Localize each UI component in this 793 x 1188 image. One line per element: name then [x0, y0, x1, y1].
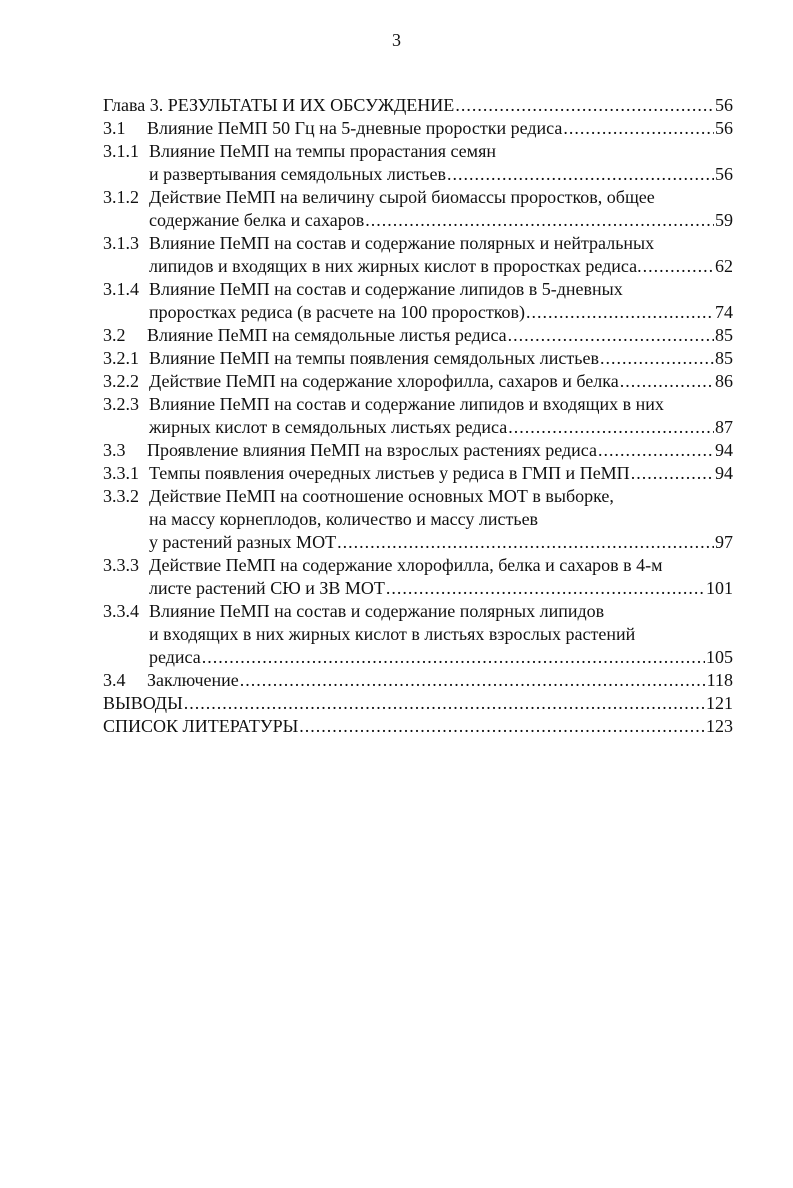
- toc-entry-title: Заключение: [147, 670, 239, 690]
- toc-entry-page: 56: [715, 95, 733, 115]
- toc-entry-page: 123: [706, 716, 733, 736]
- toc-entry-number: 3.3: [103, 440, 126, 460]
- toc-entry-number: 3.3.2: [103, 486, 139, 506]
- dot-leader: [563, 117, 714, 140]
- toc-entry-page: 86: [715, 371, 733, 391]
- dot-leader: [600, 347, 714, 370]
- toc-entry-page: 94: [715, 463, 733, 483]
- toc-entry-number: 3.1.1: [103, 141, 139, 161]
- toc-entry-title: Влияние ПеМП на состав и содержание липидов в 5-дневных: [149, 279, 623, 299]
- dot-leader: [620, 370, 714, 393]
- toc-entry-references: [103, 715, 733, 738]
- dot-leader: [455, 94, 714, 117]
- toc-entry-3-2: [103, 324, 733, 347]
- toc-entry-title: проростках редиса (в расчете на 100 проростков): [149, 302, 526, 322]
- toc-entry-title: содержание белка и сахаров: [149, 210, 365, 230]
- toc-entry-title: Действие ПеМП на содержание хлорофилла, белка и сахаров в 4-м: [149, 555, 663, 575]
- toc-entry-title: и развертывания семядольных листьев: [149, 164, 447, 184]
- toc-entry-number: 3.2: [103, 325, 126, 345]
- toc-entry-title: Проявление влияния ПеМП на взрослых растениях редиса: [147, 440, 597, 460]
- toc-entry-title: Влияние ПеМП на темпы появления семядольных листьев: [149, 348, 599, 368]
- toc-entry-number: 3.1.2: [103, 187, 139, 207]
- toc-entry-title: Действие ПеМП на соотношение основных МОТ в выборке,: [149, 486, 614, 506]
- toc-entry-title: жирных кислот в семядольных листьях редиса: [149, 417, 508, 437]
- dot-leader: [386, 577, 705, 600]
- toc-entry-page: 56: [715, 118, 733, 138]
- toc-entry-title: Действие ПеМП на величину сырой биомассы проростков, общее: [149, 187, 655, 207]
- toc-entry-3-3-2-cont: [103, 508, 733, 531]
- toc-entry-page: 118: [706, 670, 733, 690]
- toc-entry-3-3: [103, 439, 733, 462]
- toc-entry-3-1-3-cont: [103, 255, 733, 278]
- toc-entry-page: 121: [706, 693, 733, 713]
- toc-entry-3-3-4-cont: [103, 623, 733, 646]
- toc-entry-number: 3.1.4: [103, 279, 139, 299]
- toc-entry-number: 3.3.3: [103, 555, 139, 575]
- dot-leader: [202, 646, 705, 669]
- toc-entry-3-1-2: [103, 186, 733, 209]
- toc-entry-page: 105: [706, 647, 733, 667]
- toc-entry-title: Влияние ПеМП на состав и содержание полярных липидов: [149, 601, 605, 621]
- dot-leader: [240, 669, 706, 692]
- toc-entry-title: Глава 3. РЕЗУЛЬТАТЫ И ИХ ОБСУЖДЕНИЕ: [103, 95, 455, 115]
- toc-entry-title: Темпы появления очередных листьев у редиса в ГМП и ПеМП: [149, 463, 630, 483]
- toc-entry-page: 62: [715, 256, 733, 276]
- toc-entry-3-2-3: [103, 393, 733, 416]
- toc-entry-title: листе растений СЮ и ЗВ МОТ: [149, 578, 385, 598]
- toc-entry-page: 85: [715, 325, 733, 345]
- toc-entry-number: 3.2.2: [103, 371, 139, 391]
- toc-entry-3-2-1: [103, 347, 733, 370]
- toc-entry-number: 3.3.4: [103, 601, 139, 621]
- toc-entry-3-1-2-cont: [103, 209, 733, 232]
- toc-entry-number: 3.1: [103, 118, 126, 138]
- toc-entry-page: 87: [715, 417, 733, 437]
- dot-leader: [337, 531, 714, 554]
- toc-entry-page: 94: [715, 440, 733, 460]
- toc-entry-title: Влияние ПеМП 50 Гц на 5-дневные проростки редиса: [147, 118, 563, 138]
- toc-entry-title: Влияние ПеМП на семядольные листья редиса: [147, 325, 507, 345]
- toc-entry-number: 3.2.3: [103, 394, 139, 414]
- dot-leader: [526, 301, 714, 324]
- toc-entry-title: Действие ПеМП на содержание хлорофилла, сахаров и белка: [149, 371, 619, 391]
- dot-leader: [508, 324, 714, 347]
- dot-leader: [184, 692, 705, 715]
- toc-entry-3-3-2: [103, 485, 733, 508]
- toc-entry-number: 3.2.1: [103, 348, 139, 368]
- toc-entry-3-2-3-cont: [103, 416, 733, 439]
- toc-entry-3-3-2-cont2: [103, 531, 733, 554]
- toc-entry-3-1-3: [103, 232, 733, 255]
- toc-entry-number: 3.1.3: [103, 233, 139, 253]
- toc-entry-3-4: [103, 669, 733, 692]
- dot-leader: [598, 439, 714, 462]
- toc-entry-conclusions: [103, 692, 733, 715]
- toc-entry-page: 97: [715, 532, 733, 552]
- toc-entry-page: 56: [715, 164, 733, 184]
- toc-entry-title: липидов и входящих в них жирных кислот в проростках редиса.: [149, 256, 642, 276]
- toc-entry-chapter-3: [103, 94, 733, 117]
- toc-entry-title: и входящих в них жирных кислот в листьях взрослых растений: [149, 624, 636, 644]
- toc-entry-3-1-1-cont: [103, 163, 733, 186]
- toc-entry-title: Влияние ПеМП на состав и содержание полярных и нейтральных: [149, 233, 655, 253]
- toc-entry-number: 3.3.1: [103, 463, 139, 483]
- table-of-contents: [103, 94, 733, 738]
- toc-entry-title: СПИСОК ЛИТЕРАТУРЫ: [103, 716, 299, 736]
- toc-entry-3-1-1: [103, 140, 733, 163]
- toc-entry-3-3-4: [103, 600, 733, 623]
- toc-entry-title: у растений разных МОТ: [149, 532, 337, 552]
- toc-entry-3-3-1: [103, 462, 733, 485]
- toc-entry-page: 101: [706, 578, 733, 598]
- dot-leader: [631, 462, 714, 485]
- toc-entry-3-1: [103, 117, 733, 140]
- dot-leader: [299, 715, 705, 738]
- page-number: 3: [392, 30, 401, 50]
- toc-entry-title: ВЫВОДЫ: [103, 693, 183, 713]
- toc-entry-title: Влияние ПеМП на состав и содержание липидов и входящих в них: [149, 394, 664, 414]
- dot-leader: [447, 163, 714, 186]
- dot-leader: [508, 416, 714, 439]
- toc-entry-number: 3.4: [103, 670, 126, 690]
- toc-entry-3-3-3: [103, 554, 733, 577]
- toc-entry-3-1-4-cont: [103, 301, 733, 324]
- toc-entry-3-1-4: [103, 278, 733, 301]
- toc-entry-3-3-3-cont: [103, 577, 733, 600]
- toc-entry-page: 59: [715, 210, 733, 230]
- toc-entry-3-2-2: [103, 370, 733, 393]
- dot-leader: [643, 255, 714, 278]
- toc-entry-3-3-4-cont2: [103, 646, 733, 669]
- toc-entry-title: редиса: [149, 647, 201, 667]
- toc-entry-title: на массу корнеплодов, количество и массу листьев: [149, 509, 539, 529]
- toc-entry-page: 85: [715, 348, 733, 368]
- toc-entry-page: 74: [715, 302, 733, 322]
- toc-entry-title: Влияние ПеМП на темпы прорастания семян: [149, 141, 496, 161]
- dot-leader: [365, 209, 714, 232]
